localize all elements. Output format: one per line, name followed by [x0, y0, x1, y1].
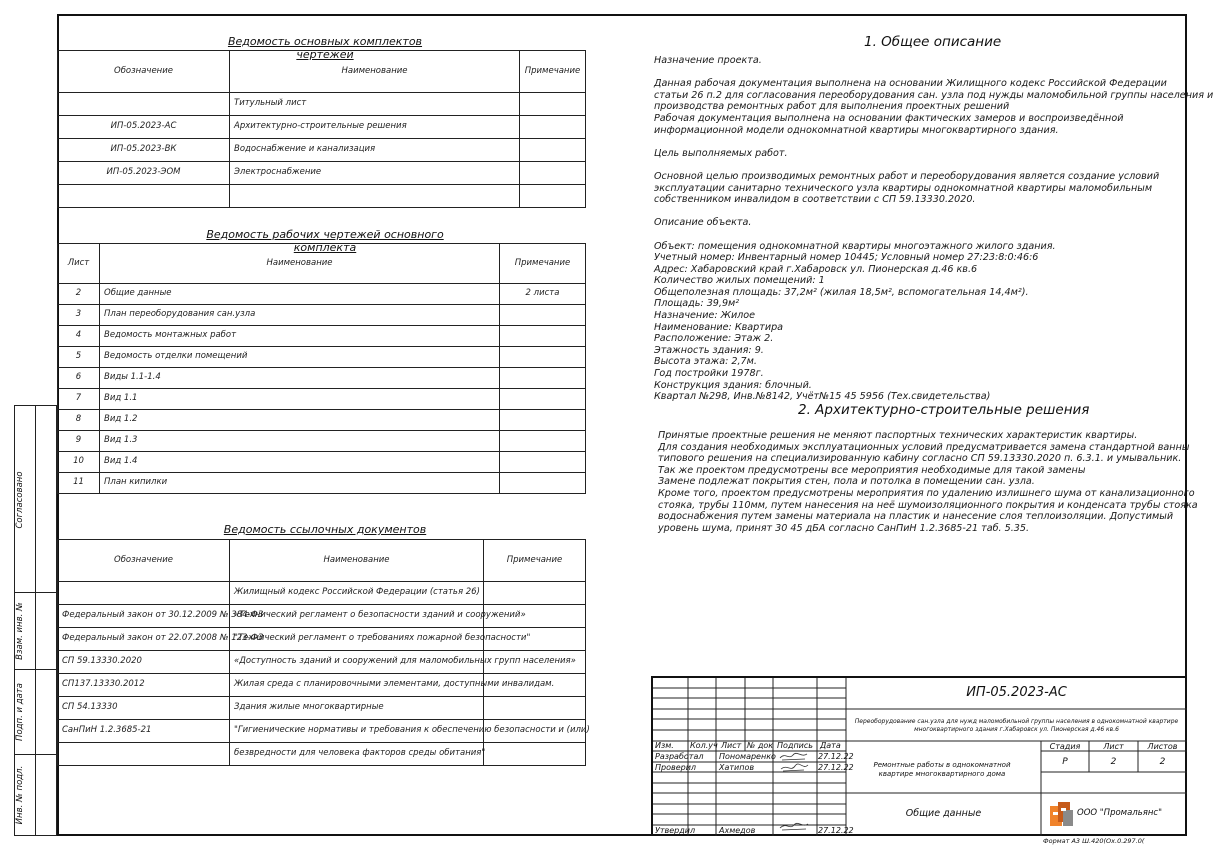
stamp-project-title: Переоборудование сан.узла для нужд маломобильной группы населения в однокомнатной квартире многоквартирного здания г.Хабаровск ул. Пионерская д.46 кв.6: [854, 718, 1179, 733]
title-block: [651, 676, 1187, 836]
side-label-inv: Инв. № подл.: [15, 765, 25, 825]
table-row: ИП-05.2023-ЭОМ Электроснабжение: [58, 162, 586, 185]
table3: [57, 539, 590, 766]
text-line: Количество жилых помещений: 1: [654, 275, 825, 287]
section1-heading: 1. Общее описание: [864, 34, 1002, 50]
table2: [57, 243, 586, 494]
object-label: Описание объекта.: [654, 217, 752, 229]
stamp-name-developer: Пономаренко: [719, 752, 776, 761]
side-label-sign: Подп. и дата: [15, 683, 25, 741]
table-row: СанПиН 1.2.3685-21 "Гигиенические нормативы и требования к обеспечению безопасности и (или): [58, 720, 586, 743]
table-row: СП137.13330.2012 Жилая среда с планировочными элементами, доступными инвалидам.: [58, 674, 586, 697]
table-row: 7 Вид 1.1: [58, 389, 586, 410]
text-line: Замене подлежат покрытия стен, пола и потолка в помещении сан. узла.: [658, 476, 1035, 488]
table1-header-note: Примечание: [520, 51, 586, 93]
stamp-date-approver: 27.12.22: [818, 826, 854, 835]
table3-header-note: Примечание: [484, 540, 586, 582]
side-stamp-replace: [14, 592, 57, 670]
stamp-sheets-header: Листов: [1147, 742, 1178, 751]
table-row: Федеральный закон от 22.07.2008 № 123-ФЗ "Технический регламент о требованиях пожарной безопасности": [58, 628, 586, 651]
table-row: безвредности для человека факторов среды обитания": [58, 743, 586, 766]
table-row: 10 Вид 1.4: [58, 452, 586, 473]
side-label-agreed: Согласовано: [15, 471, 25, 529]
text-line: стояка, трубы 110мм, путем нанесения на неё шумоизоляционного покрытия и конденсата трубы стояка: [658, 499, 1198, 511]
text-line: Так же проектом предусмотрены все мероприятия необходимые для такой замены: [658, 464, 1086, 476]
table-row: 4 Ведомость монтажных работ: [58, 326, 586, 347]
table-row: 2 Общие данные 2 листа: [58, 284, 586, 305]
table-row: СП 54.13330 Здания жилые многоквартирные: [58, 697, 586, 720]
section2-text: [658, 430, 1198, 534]
table1-header-name: Наименование: [230, 51, 520, 93]
table2-header-name: Наименование: [100, 244, 500, 284]
stamp-col-change: Изм.: [655, 741, 674, 750]
stamp-sheet: 2: [1110, 757, 1117, 767]
table-row: 6 Виды 1.1-1.4: [58, 368, 586, 389]
stamp-col-signature: Подпись: [777, 741, 813, 750]
table-row: СП 59.13330.2020 «Доступность зданий и сооружений для маломобильных групп населения»: [58, 651, 586, 674]
text-line: статьи 26 п.2 для согласования переоборудования сан. узла под нужды маломобильной группы населения и: [654, 89, 1213, 101]
table3-header-name: Наименование: [230, 540, 484, 582]
table3-header: [58, 540, 586, 582]
table-row: 3 План переоборудования сан.узла: [58, 305, 586, 326]
format-label: Формат А3 Ш.420(Ох.0.297.0(: [1043, 837, 1145, 845]
table3-title: Ведомость ссылочных документов: [223, 523, 427, 536]
table-row: Федеральный закон от 30.12.2009 № 384-ФЗ «Технический регламент о безопасности зданий и сооружений»: [58, 605, 586, 628]
stamp-role-developer: Разработал: [655, 752, 704, 761]
text-line: Рабочая документация выполнена на основании фактических замеров и воспроизведённой: [654, 112, 1124, 124]
stamp-object: Ремонтные работы в однокомнатной квартире многоквартирного дома: [873, 761, 1011, 778]
stamp-role-checker: Проверил: [655, 763, 697, 772]
table1-header-code: Обозначение: [58, 51, 230, 93]
text-line: Принятые проектные решения не меняют паспортных технических характеристик квартиры.: [658, 430, 1138, 441]
table-row: ИП-05.2023-АС Архитектурно-строительные решения: [58, 116, 586, 139]
text-line: Адрес: Хабаровский край г.Хабаровск ул. Пионерская д.46 кв.6: [654, 263, 978, 275]
text-line: Конструкция здания: блочный.: [654, 379, 812, 391]
stamp-name-approver: Ахмедов: [719, 826, 756, 835]
table-row: 5 Ведомость отделки помещений: [58, 347, 586, 368]
stamp-col-sheet: Лист: [721, 741, 742, 750]
text-line: типового решения на специализированную кабину согласно СП 59.13330.2020 п. 6.3.1. и умывальник.: [658, 453, 1182, 465]
text-line: Для создания необходимых эксплуатационных условий предусматривается замена стандартной ванны: [658, 441, 1190, 453]
text-line: Данная рабочая документация выполнена на основании Жилищного кодекс Российской Федерации: [654, 78, 1167, 90]
table-row: [58, 185, 586, 208]
text-line: Расположение: Этаж 2.: [654, 333, 774, 345]
text-line: Основной целью производимых ремонтных работ и переоборудования является создание условий: [654, 170, 1160, 182]
purpose-label: Назначение проекта.: [654, 55, 762, 66]
table2-header: [58, 244, 586, 284]
table2-header-sheet: Лист: [58, 244, 100, 284]
table-row: 8 Вид 1.2: [58, 410, 586, 431]
side-stamp-inv: [14, 754, 57, 836]
table-row: Жилищный кодекс Российской Федерации (статья 26): [58, 582, 586, 605]
section2-heading: 2. Архитектурно-строительные решения: [798, 402, 1090, 418]
side-stamp-sign: [14, 669, 57, 755]
signature-icon: [777, 750, 811, 786]
side-label-replace: Взам. инв. №: [15, 602, 25, 660]
goal-label: Цель выполняемых работ.: [654, 147, 788, 159]
text-line: собственником инвалидом в соответствии с СП 59.13330.2020.: [654, 194, 976, 206]
text-line: Площадь: 39,9м²: [654, 298, 740, 310]
text-line: эксплуатации санитарно технического узла квартиры однокомнатной квартиры маломобильным: [654, 182, 1153, 194]
table-row: 9 Вид 1.3: [58, 431, 586, 452]
table1-title: Ведомость основных комплектов чертежей: [227, 35, 423, 61]
text-line: Квартал №298, Инв.№8142, Учёт№15 45 5956 (Тех.свидетельства): [654, 391, 991, 403]
text-line: производства ремонтных работ для выполнения проектных решений: [654, 101, 1010, 113]
text-line: уровень шума, принят 30 45 дБА согласно СанПиН 1.2.3685-21 таб. 5.35.: [658, 522, 1030, 534]
text-line: Кроме того, проектом предусмотрены мероприятия по удалению излишнего шума от канализационного: [658, 487, 1195, 499]
table-row: 11 План кипилки: [58, 473, 586, 494]
table3-header-code: Обозначение: [58, 540, 230, 582]
text-line: Общеполезная площадь: 37,2м² (жилая 18,5м², вспомогательная 14,4м²).: [654, 286, 1029, 298]
text-line: Наименование: Квартира: [654, 321, 784, 333]
side-stamp-agreed: [14, 405, 57, 593]
table-row: ИП-05.2023-ВК Водоснабжение и канализация: [58, 139, 586, 162]
stamp-stage-header: Стадия: [1049, 742, 1081, 751]
stamp-date-developer: 27.12.22: [818, 752, 854, 761]
text-line: Год постройки 1978г.: [654, 368, 764, 380]
section1-text: [654, 55, 1213, 403]
stamp-name-checker: Хатипов: [719, 763, 755, 772]
text-line: информационной модели однокомнатной квартиры многоквартирного здания.: [654, 124, 1059, 136]
text-line: водоснабжения путем замены материала на пластик и нанесение слоя теплоизоляции. Допустимый: [658, 511, 1174, 523]
stamp-date-checker: 27.12.22: [818, 763, 854, 772]
stamp-stage: Р: [1062, 757, 1068, 767]
text-line: Учетный номер: Инвентарный номер 10445; Условный номер 27:23:8:0:46:6: [654, 252, 1039, 264]
text-line: Объект: помещения однокомнатной квартиры многоэтажного жилого здания.: [654, 240, 1056, 252]
table1-header: [58, 51, 586, 93]
stamp-code: ИП-05.2023-АС: [966, 685, 1067, 700]
table-row: Титульный лист: [58, 93, 586, 116]
text-line: Назначение: Жилое: [654, 310, 756, 322]
stamp-sheet-name: Общие данные: [905, 808, 982, 819]
stamp-company: ООО "Промальянс": [1077, 808, 1162, 818]
stamp-col-doc: № док: [747, 741, 774, 750]
stamp-col-count: Кол.уч: [690, 741, 718, 750]
table2-title: Ведомость рабочих чертежей основного комплекта: [206, 228, 444, 254]
table1: [57, 50, 586, 208]
text-line: Этажность здания: 9.: [654, 344, 764, 356]
stamp-sheets: 2: [1159, 757, 1166, 767]
stamp-sheet-header: Лист: [1103, 742, 1124, 751]
stamp-role-approver: Утвердил: [655, 826, 696, 835]
company-logo-icon: [1049, 800, 1075, 828]
signature-icon: [777, 819, 811, 833]
text-line: Высота этажа: 2,7м.: [654, 356, 757, 368]
stamp-col-date: Дата: [820, 741, 841, 750]
table2-header-note: Примечание: [500, 244, 586, 284]
